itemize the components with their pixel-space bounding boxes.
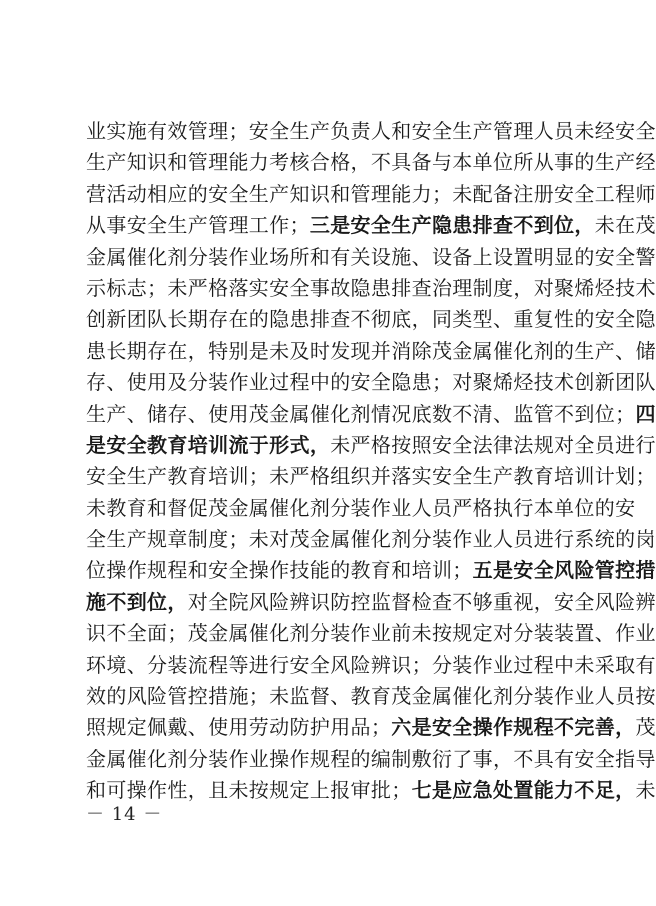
text-line — [86, 273, 656, 304]
text-segment: 效的风险管控措施；未监督、教育茂金属催化剂分装作业人员按 — [86, 684, 656, 709]
bold-text-segment: 三是安全生产隐患排查不到位， — [309, 213, 595, 238]
page-number: － 14 － — [86, 804, 163, 825]
text-line — [86, 555, 656, 586]
text-line — [86, 587, 656, 618]
text-segment: 生产知识和管理能力考核合格，不具备与本单位所从事的生产经 — [86, 150, 656, 175]
bold-text-segment: 是安全教育培训流于形式， — [86, 432, 331, 457]
text-line — [86, 493, 636, 524]
text-line — [86, 147, 656, 178]
text-line — [86, 744, 656, 775]
text-segment: 照规定佩戴、使用劳动防护用品； — [86, 715, 392, 740]
bold-text-segment: 施不到位， — [86, 589, 188, 614]
bold-text-segment: 七是应急处置能力不足， — [411, 778, 636, 803]
text-line — [86, 524, 656, 555]
text-line — [86, 618, 656, 649]
text-line — [86, 367, 656, 398]
text-line — [86, 681, 656, 712]
text-line — [86, 650, 656, 681]
text-line — [86, 116, 656, 147]
text-segment: 位操作规程和安全操作技能的教育和培训； — [86, 558, 473, 583]
text-segment: 全生产规章制度；未对茂金属催化剂分装作业人员进行系统的岗 — [86, 527, 656, 552]
text-line — [86, 242, 656, 273]
text-segment: 未 — [635, 778, 656, 803]
text-segment: 金属催化剂分装作业场所和有关设施、设备上设置明显的安全警 — [86, 244, 656, 269]
bold-text-segment: 六是安全操作规程不完善， — [391, 715, 636, 740]
text-segment: 存、使用及分装作业过程中的安全隐患；对聚烯烃技术创新团队 — [86, 370, 656, 395]
text-line — [86, 304, 656, 335]
text-segment: 识不全面；茂金属催化剂分装作业前未按规定对分装装置、作业 — [86, 621, 656, 646]
text-segment: 创新团队长期存在的隐患排查不彻底，同类型、重复性的安全隐 — [86, 307, 656, 332]
bold-text-segment: 四 — [635, 401, 656, 426]
text-segment: 安全生产教育培训；未严格组织并落实安全生产教育培训计划； — [86, 464, 656, 489]
text-segment: 未严格按照安全法律法规对全员进行 — [330, 432, 656, 457]
text-segment: 示标志；未严格落实安全事故隐患排查治理制度，对聚烯烃技术 — [86, 275, 656, 300]
text-segment: 金属催化剂分装作业操作规程的编制敷衍了事，不具有安全指导 — [86, 746, 656, 771]
text-segment: 患长期存在，特别是未及时发现并消除茂金属催化剂的生产、储 — [86, 338, 656, 363]
text-segment: 营活动相应的安全生产知识和管理能力；未配备注册安全工程师 — [86, 181, 656, 206]
text-line — [86, 461, 656, 492]
text-line — [86, 430, 656, 461]
bold-text-segment: 五是安全风险管控措 — [472, 558, 656, 583]
text-segment: 业实施有效管理；安全生产负责人和安全生产管理人员未经安全 — [86, 119, 656, 143]
text-line — [86, 179, 656, 210]
text-segment: 茂 — [635, 715, 656, 740]
text-line — [86, 210, 656, 241]
text-segment: 从事安全生产管理工作； — [86, 213, 310, 238]
text-segment: 未在茂 — [594, 213, 656, 238]
text-line — [86, 399, 656, 430]
text-line — [86, 336, 656, 367]
text-segment: 未教育和督促茂金属催化剂分装作业人员严格执行本单位的安 — [86, 495, 636, 520]
body-text — [86, 116, 656, 807]
text-segment: 生产、储存、使用茂金属催化剂情况底数不清、监管不到位； — [86, 401, 636, 426]
text-line — [86, 712, 656, 743]
text-segment: 和可操作性，且未按规定上报审批； — [86, 778, 412, 803]
text-segment: 对全院风险辨识防控监督检查不够重视，安全风险辨 — [187, 589, 656, 614]
text-segment: 环境、分装流程等进行安全风险辨识；分装作业过程中未采取有 — [86, 652, 656, 677]
